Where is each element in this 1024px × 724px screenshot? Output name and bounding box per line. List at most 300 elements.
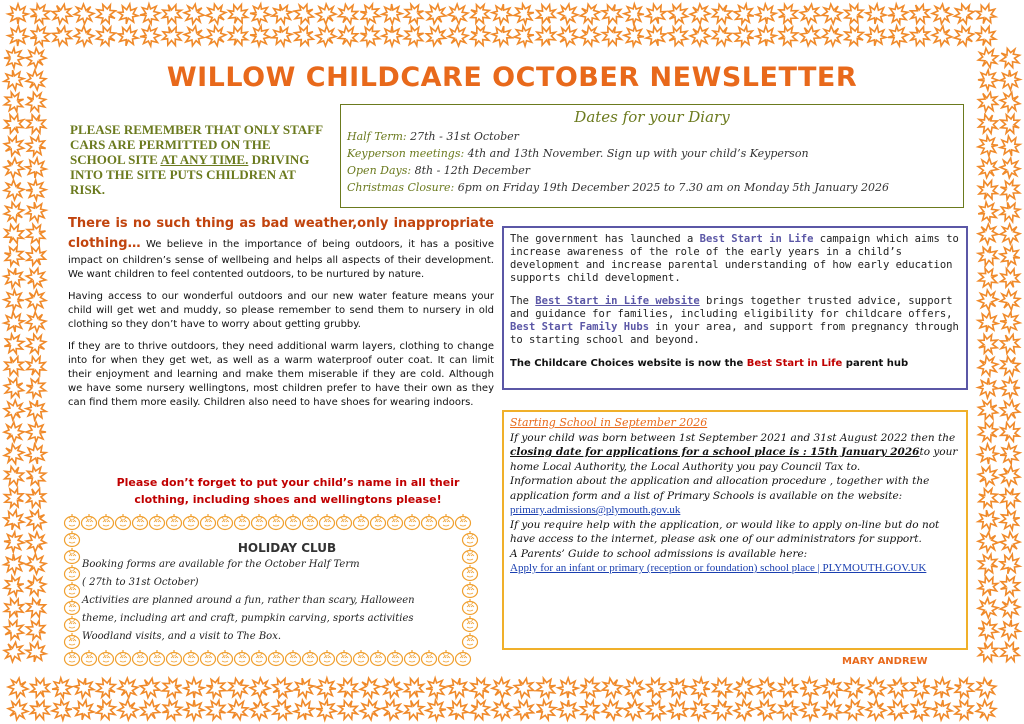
maple-leaf-icon: [644, 2, 668, 26]
maple-leaf-icon: [51, 699, 73, 721]
pumpkin-icon: [99, 514, 114, 530]
maple-leaf-icon: [315, 677, 337, 699]
maple-leaf-icon: [796, 0, 824, 28]
pumpkin-icon: [235, 650, 250, 666]
maple-leaf-icon: [25, 399, 48, 422]
pumpkin-icon: [82, 650, 97, 666]
maple-leaf-icon: [26, 422, 46, 442]
maple-leaf-icon: [928, 0, 956, 28]
maple-leaf-icon: [23, 617, 48, 642]
maple-leaf-icon: [974, 352, 1002, 380]
maple-leaf-icon: [22, 308, 50, 336]
pumpkin-icon: [463, 582, 478, 598]
maple-leaf-icon: [709, 697, 736, 724]
maple-leaf-icon: [246, 696, 274, 724]
holiday-line: Activities are planned around a fun, rather than scary, Halloween: [82, 595, 415, 606]
maple-leaf-icon: [312, 0, 340, 28]
maple-leaf-icon: [270, 2, 294, 26]
maple-leaf-icon: [23, 221, 48, 246]
maple-leaf-icon: [730, 674, 758, 702]
cars-notice-post: DRIVING INTO THE SITE PUTS CHILDREN AT RISK.: [70, 152, 310, 197]
maple-leaf-icon: [22, 550, 50, 578]
maple-leaf-icon: [818, 22, 846, 50]
maple-leaf-icon: [116, 24, 140, 48]
maple-leaf-icon: [841, 23, 867, 49]
maple-leaf-icon: [488, 696, 516, 724]
maple-leaf-icon: [667, 677, 690, 700]
maple-leaf-icon: [996, 286, 1024, 314]
maple-leaf-icon: [1, 595, 27, 621]
maple-leaf-icon: [998, 200, 1022, 224]
diary-text: 4th and 13th November. Sign up with your child’s Keyperson: [464, 147, 809, 160]
maple-leaf-icon: [976, 552, 1001, 577]
holiday-line: theme, including art and craft, pumpkin carving, sports activities: [82, 613, 414, 624]
maple-leaf-icon: [0, 176, 28, 204]
maple-leaf-icon: [0, 154, 28, 182]
pumpkin-icon: [65, 650, 80, 666]
pumpkin-icon: [65, 531, 80, 547]
maple-leaf-icon: [997, 331, 1024, 358]
maple-leaf-icon: [401, 1, 426, 26]
maple-leaf-icon: [3, 531, 24, 552]
diary-item: [347, 128, 957, 145]
maple-leaf-icon: [689, 699, 712, 722]
maple-leaf-icon: [840, 674, 867, 701]
maple-leaf-icon: [975, 177, 1001, 203]
maple-leaf-icon: [0, 440, 28, 468]
maple-leaf-icon: [887, 25, 910, 48]
maple-leaf-icon: [996, 220, 1024, 248]
pumpkin-icon: [65, 565, 80, 581]
pumpkin-icon: [201, 650, 216, 666]
maple-leaf-icon: [775, 1, 801, 27]
maple-leaf-icon: [249, 3, 270, 24]
maple-leaf-icon: [972, 674, 1000, 702]
pumpkin-icon: [65, 599, 80, 615]
diary-item: [347, 179, 957, 196]
maple-leaf-icon: [1, 243, 26, 268]
pumpkin-icon: [422, 514, 437, 530]
maple-leaf-icon: [999, 311, 1021, 333]
maple-leaf-icon: [974, 396, 1001, 423]
maple-leaf-icon: [977, 377, 998, 398]
maple-leaf-icon: [558, 678, 578, 698]
maple-leaf-icon: [92, 22, 119, 49]
maple-leaf-icon: [796, 22, 824, 50]
maple-leaf-icon: [974, 220, 1002, 248]
maple-leaf-icon: [23, 111, 49, 137]
maple-leaf-icon: [624, 4, 645, 25]
maple-leaf-icon: [184, 678, 204, 698]
pumpkin-icon: [286, 514, 301, 530]
pumpkin-icon: [405, 650, 420, 666]
pumpkin-icon: [286, 650, 301, 666]
pumpkin-icon: [65, 633, 80, 649]
pumpkin-icon: [269, 514, 284, 530]
maple-leaf-icon: [534, 698, 558, 722]
pumpkin-icon: [320, 514, 335, 530]
maple-leaf-icon: [335, 675, 361, 701]
diary-text: 6pm on Friday 19th December 2025 to 7.30 am on Monday 5th January 2026: [454, 181, 890, 194]
maple-leaf-icon: [139, 3, 161, 25]
school-text: to your home Local Authority, the Local Authority you pay Council Tax to.: [510, 446, 958, 473]
holiday-club: [82, 540, 462, 646]
maple-leaf-icon: [93, 697, 120, 724]
maple-leaf-icon: [973, 23, 998, 48]
maple-leaf-icon: [358, 24, 383, 49]
maple-leaf-icon: [840, 696, 867, 723]
maple-leaf-icon: [139, 25, 160, 46]
maple-leaf-icon: [27, 675, 53, 701]
gov-text: parent hub: [842, 358, 909, 369]
maple-leaf-icon: [3, 553, 24, 574]
maple-leaf-icon: [554, 0, 582, 28]
cars-notice-underlined: AT ANY TIME.: [160, 152, 249, 167]
maple-leaf-icon: [114, 696, 142, 724]
maple-leaf-icon: [667, 699, 689, 721]
diary-heading: Dates for your Diary: [574, 108, 730, 126]
maple-leaf-icon: [28, 2, 53, 27]
maple-leaf-icon: [755, 3, 776, 24]
pumpkin-icon: [405, 514, 420, 530]
best-start-website-link[interactable]: Best Start in Life website: [535, 295, 700, 307]
maple-leaf-icon: [315, 699, 337, 721]
maple-leaf-icon: [202, 22, 230, 50]
maple-leaf-icon: [554, 22, 582, 50]
maple-leaf-icon: [578, 676, 603, 701]
maple-leaf-icon: [290, 0, 317, 27]
maple-leaf-icon: [159, 1, 185, 27]
maple-leaf-icon: [664, 0, 691, 27]
maple-leaf-icon: [975, 485, 1001, 511]
maple-leaf-icon: [356, 674, 384, 702]
pumpkin-icon: [320, 650, 335, 666]
maple-leaf-icon: [799, 677, 820, 698]
maple-leaf-icon: [976, 266, 1001, 291]
maple-leaf-icon: [22, 528, 50, 556]
diary-text: 27th - 31st October: [406, 130, 519, 143]
pumpkin-icon: [184, 514, 199, 530]
maple-leaf-icon: [752, 696, 780, 724]
maple-leaf-icon: [27, 697, 53, 723]
maple-leaf-icon: [114, 674, 142, 702]
pumpkin-icon: [167, 514, 182, 530]
maple-leaf-icon: [820, 676, 844, 700]
maple-leaf-icon: [998, 552, 1022, 576]
maple-leaf-icon: [293, 699, 316, 722]
maple-leaf-icon: [269, 675, 296, 702]
maple-leaf-icon: [951, 675, 976, 700]
maple-leaf-icon: [996, 352, 1023, 379]
maple-leaf-icon: [620, 674, 648, 702]
weather-paragraph: If they are to thrive outdoors, they need additional warm layers, clothing to change into for when they get wet, as well as a warm waterproof outer coat. It can limit their enjoyment and learning and make them miserable if they are cold. Although we have some nursery wellingtons, most children prefer to have their own as they can find them more easily. Children also need to have shoes for wearing indoors.: [68, 341, 494, 408]
maple-leaf-icon: [2, 574, 26, 598]
maple-leaf-icon: [776, 698, 801, 723]
maple-leaf-icon: [907, 1, 934, 28]
maple-leaf-icon: [974, 154, 1002, 182]
pumpkin-icon: [388, 650, 403, 666]
maple-leaf-icon: [73, 677, 96, 700]
maple-leaf-icon: [818, 0, 846, 28]
maple-leaf-icon: [865, 25, 888, 48]
maple-leaf-icon: [577, 697, 602, 722]
maple-leaf-icon: [23, 595, 50, 622]
pumpkin-icon: [82, 514, 97, 530]
maple-leaf-icon: [159, 23, 185, 49]
maple-leaf-icon: [22, 506, 50, 534]
pumpkin-icon: [167, 650, 182, 666]
maple-leaf-icon: [996, 462, 1024, 490]
maple-leaf-icon: [756, 26, 777, 47]
maple-leaf-icon: [732, 2, 756, 26]
maple-leaf-icon: [224, 674, 251, 701]
name-label-reminder: Please don’t forget to put your child’s name in all their clothing, including shoes and wellingtons please!: [116, 476, 460, 506]
maple-leaf-icon: [732, 24, 756, 48]
gov-text: The government has launched a: [510, 233, 700, 245]
maple-leaf-icon: [25, 157, 47, 179]
maple-leaf-icon: [446, 676, 469, 699]
maple-leaf-icon: [974, 2, 999, 27]
maple-leaf-icon: [0, 616, 27, 643]
school-heading: Starting School in September 2026: [510, 416, 708, 429]
maple-leaf-icon: [643, 697, 669, 723]
maple-leaf-icon: [709, 675, 735, 701]
maple-leaf-icon: [93, 1, 120, 28]
maple-leaf-icon: [270, 24, 293, 47]
maple-leaf-icon: [312, 22, 340, 50]
maple-leaf-icon: [1, 221, 28, 248]
maple-leaf-icon: [3, 311, 25, 333]
maple-leaf-icon: [974, 418, 1001, 445]
maple-leaf-icon: [2, 332, 26, 356]
pumpkin-icon: [463, 616, 478, 632]
maple-leaf-icon: [974, 594, 1002, 622]
maple-leaf-icon: [160, 676, 185, 701]
diary-label: Christmas Closure:: [347, 181, 455, 194]
maple-leaf-icon: [378, 696, 406, 724]
maple-leaf-icon: [576, 0, 604, 28]
maple-leaf-icon: [708, 22, 735, 49]
pumpkin-icon: [252, 650, 267, 666]
maple-leaf-icon: [576, 22, 604, 50]
maple-leaf-icon: [0, 132, 28, 160]
maple-leaf-icon: [24, 464, 49, 489]
maple-leaf-icon: [204, 698, 229, 723]
maple-leaf-icon: [998, 244, 1021, 267]
pumpkin-icon: [252, 514, 267, 530]
maple-leaf-icon: [620, 696, 648, 724]
pumpkin-icon: [116, 650, 131, 666]
maple-leaf-icon: [975, 639, 1001, 665]
holiday-line: ( 27th to 31st October): [82, 577, 199, 588]
maple-leaf-icon: [996, 154, 1024, 182]
maple-leaf-icon: [378, 674, 406, 702]
weather-headline: There is no such thing as bad weather,only inappropriate clothing…: [68, 216, 494, 251]
maple-leaf-icon: [382, 4, 403, 25]
maple-leaf-icon: [180, 0, 208, 28]
maple-leaf-icon: [444, 0, 472, 28]
pumpkin-icon: [354, 514, 369, 530]
maple-leaf-icon: [974, 528, 1002, 556]
pumpkin-icon: [354, 650, 369, 666]
maple-leaf-icon: [686, 0, 714, 28]
maple-leaf-icon: [999, 135, 1022, 158]
maple-leaf-icon: [908, 676, 932, 700]
maple-leaf-icon: [972, 696, 1000, 724]
maple-leaf-icon: [422, 22, 450, 50]
diary-label: Half Term:: [347, 130, 407, 143]
maple-leaf-icon: [93, 675, 120, 702]
cars-notice-pre: PLEASE REMEMBER THAT ONLY STAFF CARS ARE PERMITTED ON THE SCHOOL SITE: [70, 122, 323, 167]
maple-leaf-icon: [28, 24, 52, 48]
diary-item: [347, 162, 957, 179]
maple-leaf-icon: [996, 528, 1024, 556]
maple-leaf-icon: [291, 23, 318, 50]
pumpkin-icon: [422, 650, 437, 666]
maple-leaf-icon: [382, 26, 402, 46]
maple-leaf-icon: [22, 286, 50, 314]
maple-leaf-icon: [977, 311, 1000, 334]
maple-leaf-icon: [951, 697, 977, 723]
maple-leaf-icon: [70, 22, 98, 50]
admissions-email-link[interactable]: primary.admissions@plymouth.gov.uk: [510, 504, 681, 516]
maple-leaf-icon: [23, 243, 50, 270]
pumpkin-icon: [65, 616, 80, 632]
weather-paragraph: Having access to our wonderful outdoors and our new water feature means your child will get wet and muddy, so please remember to send them to nursery in old clothing so they don’t have to worry about getting grubby.: [68, 291, 494, 330]
pumpkin-icon: [463, 531, 478, 547]
maple-leaf-icon: [997, 639, 1024, 666]
maple-leaf-icon: [510, 674, 537, 701]
maple-leaf-icon: [335, 697, 361, 723]
maple-leaf-icon: [975, 111, 1002, 138]
maple-leaf-icon: [977, 135, 999, 157]
maple-leaf-icon: [358, 2, 382, 26]
diary-label: Keyperson meetings:: [347, 147, 465, 160]
maple-leaf-icon: [356, 696, 384, 724]
maple-leaf-icon: [999, 443, 1021, 465]
maple-leaf-icon: [598, 696, 626, 724]
holiday-line: Woodland visits, and a visit to The Box.: [82, 631, 282, 642]
maple-leaf-icon: [24, 134, 48, 158]
maple-leaf-icon: [841, 1, 867, 27]
maple-leaf-icon: [224, 696, 252, 724]
weather-article: [68, 214, 494, 418]
maple-leaf-icon: [977, 443, 998, 464]
pumpkin-icon: [218, 650, 233, 666]
maple-leaf-icon: [202, 0, 230, 28]
closing-date: closing date for applications for a school place is : 15th January 2026: [510, 446, 920, 458]
maple-leaf-icon: [644, 24, 668, 48]
maple-leaf-icon: [425, 699, 446, 720]
pumpkin-icon: [371, 650, 386, 666]
maple-leaf-icon: [0, 396, 28, 424]
maple-leaf-icon: [513, 25, 535, 47]
school-place-link[interactable]: Apply for an infant or primary (reception or foundation) school place | PLYMOUTH.GOV.UK: [510, 562, 927, 574]
maple-leaf-icon: [974, 286, 1002, 314]
maple-leaf-icon: [225, 23, 251, 49]
maple-leaf-icon: [24, 640, 47, 663]
maple-leaf-icon: [533, 23, 559, 49]
maple-leaf-icon: [976, 618, 999, 641]
maple-leaf-icon: [534, 676, 558, 700]
school-text: A Parents’ Guide to school admissions is available here:: [510, 547, 808, 560]
best-start-box: [502, 226, 968, 390]
staff-cars-notice: [70, 122, 328, 197]
gov-text: The: [510, 295, 536, 307]
maple-leaf-icon: [269, 697, 296, 724]
maple-leaf-icon: [334, 0, 361, 27]
maple-leaf-icon: [862, 674, 890, 702]
maple-leaf-icon: [997, 111, 1023, 137]
maple-leaf-icon: [775, 23, 800, 48]
pumpkin-icon: [150, 650, 165, 666]
maple-leaf-icon: [246, 674, 274, 702]
maple-leaf-icon: [401, 675, 427, 701]
maple-leaf-icon: [975, 331, 1001, 357]
gov-highlight: Best Start Family Hubs: [510, 321, 650, 333]
pumpkin-icon: [201, 514, 216, 530]
maple-leaf-icon: [8, 4, 28, 24]
maple-leaf-icon: [25, 443, 48, 466]
pumpkin-icon: [116, 514, 131, 530]
maple-leaf-icon: [422, 0, 450, 28]
maple-leaf-icon: [974, 462, 1002, 490]
maple-leaf-icon: [402, 24, 427, 49]
pumpkin-icon: [150, 514, 165, 530]
school-text: If you require help with the application, or would like to apply on-line but do not have access to the internet, please ask one of our administrators for support.: [510, 518, 940, 545]
page-title: WILLOW CHILDCARE OCTOBER NEWSLETTER: [166, 62, 858, 93]
maple-leaf-icon: [557, 699, 578, 720]
maple-leaf-icon: [184, 700, 204, 720]
maple-leaf-icon: [2, 90, 27, 115]
maple-leaf-icon: [2, 508, 26, 532]
diary-label: Open Days:: [347, 164, 412, 177]
maple-leaf-icon: [8, 26, 29, 47]
maple-leaf-icon: [1000, 378, 1020, 398]
maple-leaf-icon: [180, 22, 208, 50]
maple-leaf-icon: [599, 1, 624, 26]
maple-leaf-icon: [48, 0, 76, 28]
maple-leaf-icon: [22, 572, 50, 600]
maple-leaf-icon: [950, 22, 978, 50]
diary-text: 8th - 12th December: [411, 164, 531, 177]
maple-leaf-icon: [998, 178, 1023, 203]
pumpkin-icon: [463, 548, 478, 564]
maple-leaf-icon: [466, 696, 493, 723]
maple-leaf-icon: [249, 25, 271, 47]
weather-intro: We believe in the importance of being outdoors, it has a positive impact on children’s sense of wellbeing and helps all aspects of their development. We want children to feel contented outdoors, to be nurtured by nature.: [68, 239, 494, 280]
maple-leaf-icon: [490, 24, 513, 47]
maple-leaf-icon: [116, 2, 139, 25]
maple-leaf-icon: [24, 376, 49, 401]
maple-leaf-icon: [884, 674, 911, 701]
maple-leaf-icon: [997, 265, 1023, 291]
maple-leaf-icon: [708, 0, 735, 27]
pumpkin-icon: [456, 514, 471, 530]
maple-leaf-icon: [623, 25, 644, 46]
maple-leaf-icon: [23, 353, 49, 379]
maple-leaf-icon: [488, 674, 516, 702]
maple-leaf-icon: [664, 22, 691, 49]
maple-leaf-icon: [444, 22, 472, 50]
maple-leaf-icon: [425, 677, 447, 699]
pumpkin-icon: [133, 650, 148, 666]
maple-leaf-icon: [977, 509, 1000, 532]
maple-leaf-icon: [491, 3, 514, 26]
maple-leaf-icon: [885, 697, 912, 724]
maple-leaf-icon: [70, 0, 98, 28]
school-text: Information about the application and allocation procedure , together with the application form and a list of Primary Schools is available on the website:: [510, 475, 930, 502]
